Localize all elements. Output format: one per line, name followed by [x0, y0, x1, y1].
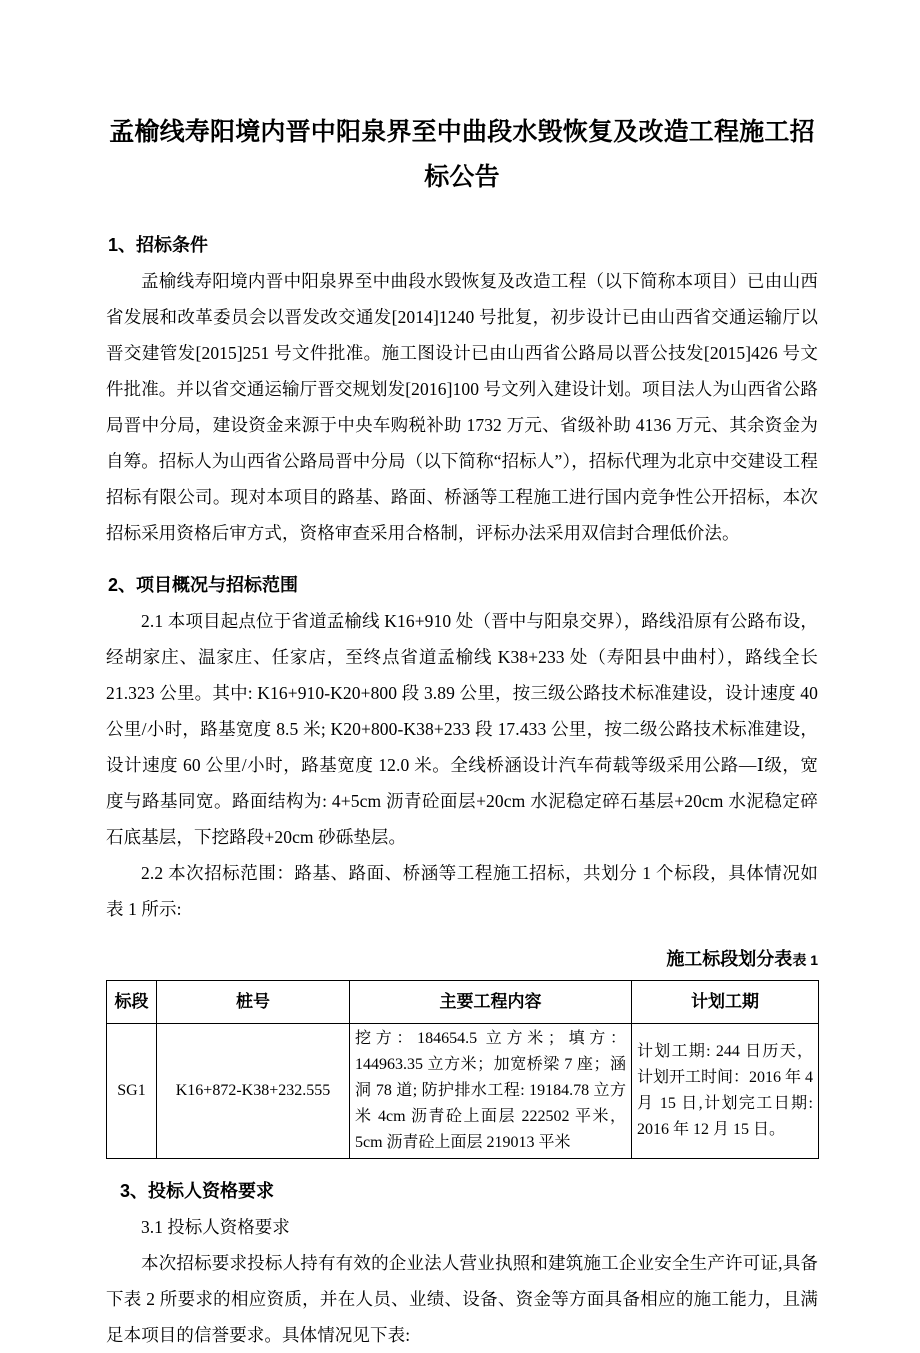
section-2-paragraph-2-2: 2.2 本次招标范围：路基、路面、桥涵等工程施工招标，共划分 1 个标段，具体情况如表 1 所示: — [106, 863, 818, 919]
table-caption — [106, 927, 818, 980]
table-header-works: 主要工程内容 — [350, 981, 632, 1024]
table-caption-number: 表 1 — [792, 952, 818, 968]
section-2-paragraph-2-1: 2.1 本项目起点位于省道孟榆线 K16+910 处（晋中与阳泉交界），路线沿原有公路布设，经胡家庄、温家庄、任家店，至终点省道孟榆线 K38+233 处（寿阳县中曲村），路线全长 21.323 公里。其中: K16+910-K20+800 段 3.89 公里，按三级公路技术标准建设，设计速度 40 公里/小时，路基宽度 8.5 米; K20+800-K38+233 段 17.433 公里，按二级公路技术标准建设，设计速度 60 公里/小时，路基宽度 12.0 米。全线桥涵设计汽车荷载等级采用公路—Ⅰ级，宽度与路基同宽。路面结构为: 4+5cm 沥青砼面层+20cm 水泥稳定碎石基层+20cm 水泥稳定碎石底基层，下挖路段+20cm 砂砾垫层。 — [106, 611, 818, 847]
table-header-schedule: 计划工期 — [632, 981, 819, 1024]
section-heading-2: 2、项目概况与招标范围 — [108, 575, 299, 595]
section-heading-1: 1、招标条件 — [108, 235, 209, 255]
table-header-stake: 桩号 — [157, 981, 350, 1024]
cell-schedule: 计划工期: 244 日历天，计划开工时间：2016 年 4 月 15 日,计划完工日期: 2016 年 12 月 15 日。 — [632, 1024, 819, 1159]
table-header-row — [107, 981, 819, 1024]
lot-division-table — [106, 980, 819, 1159]
table-header-lot: 标段 — [107, 981, 157, 1024]
section-3-sub-heading: 3.1 投标人资格要求 — [141, 1217, 290, 1237]
section-1-paragraph: 孟榆线寿阳境内晋中阳泉界至中曲段水毁恢复及改造工程（以下简称本项目）已由山西省发展和改革委员会以晋发改交通发[2014]1240 号批复，初步设计已由山西省交通运输厅以晋交建管发[2015]251 号文件批准。施工图设计已由山西省公路局以晋公技发[2015]426 号文件批准。并以省交通运输厅晋交规划发[2016]100 号文列入建设计划。项目法人为山西省公路局晋中分局，建设资金来源于中央车购税补助 1732 万元、省级补助 4136 万元、其余资金为自筹。招标人为山西省公路局晋中分局（以下简称“招标人”），招标代理为北京中交建设工程招标有限公司。现对本项目的路基、路面、桥涵等工程施工进行国内竞争性公开招标，本次招标采用资格后审方式，资格审查采用合格制，评标办法采用双信封合理低价法。 — [106, 271, 818, 543]
cell-stake: K16+872-K38+232.555 — [157, 1024, 350, 1159]
section-heading-3: 3、投标人资格要求 — [120, 1181, 275, 1201]
table-caption-title: 施工标段划分表 — [666, 949, 793, 969]
cell-lot: SG1 — [107, 1024, 157, 1159]
cell-works: 挖方：184654.5 立方米；填方：144963.35 立方米；加宽桥梁 7 座；涵洞 78 道; 防护排水工程: 19184.78 立方米 4cm 沥青砼上面层 222502 平米，5cm 沥青砼上面层 219013 平米 — [350, 1024, 632, 1159]
page-title: 孟榆线寿阳境内晋中阳泉界至中曲段水毁恢复及改造工程施工招标公告 — [109, 118, 815, 191]
table-row — [107, 1024, 819, 1159]
section-3-paragraph: 本次招标要求投标人持有有效的企业法人营业执照和建筑施工企业安全生产许可证,具备下表 2 所要求的相应资质，并在人员、业绩、设备、资金等方面具备相应的施工能力，且满足本项目的信誉要求。具体情况见下表: — [106, 1253, 818, 1345]
document-body — [106, 0, 818, 1353]
